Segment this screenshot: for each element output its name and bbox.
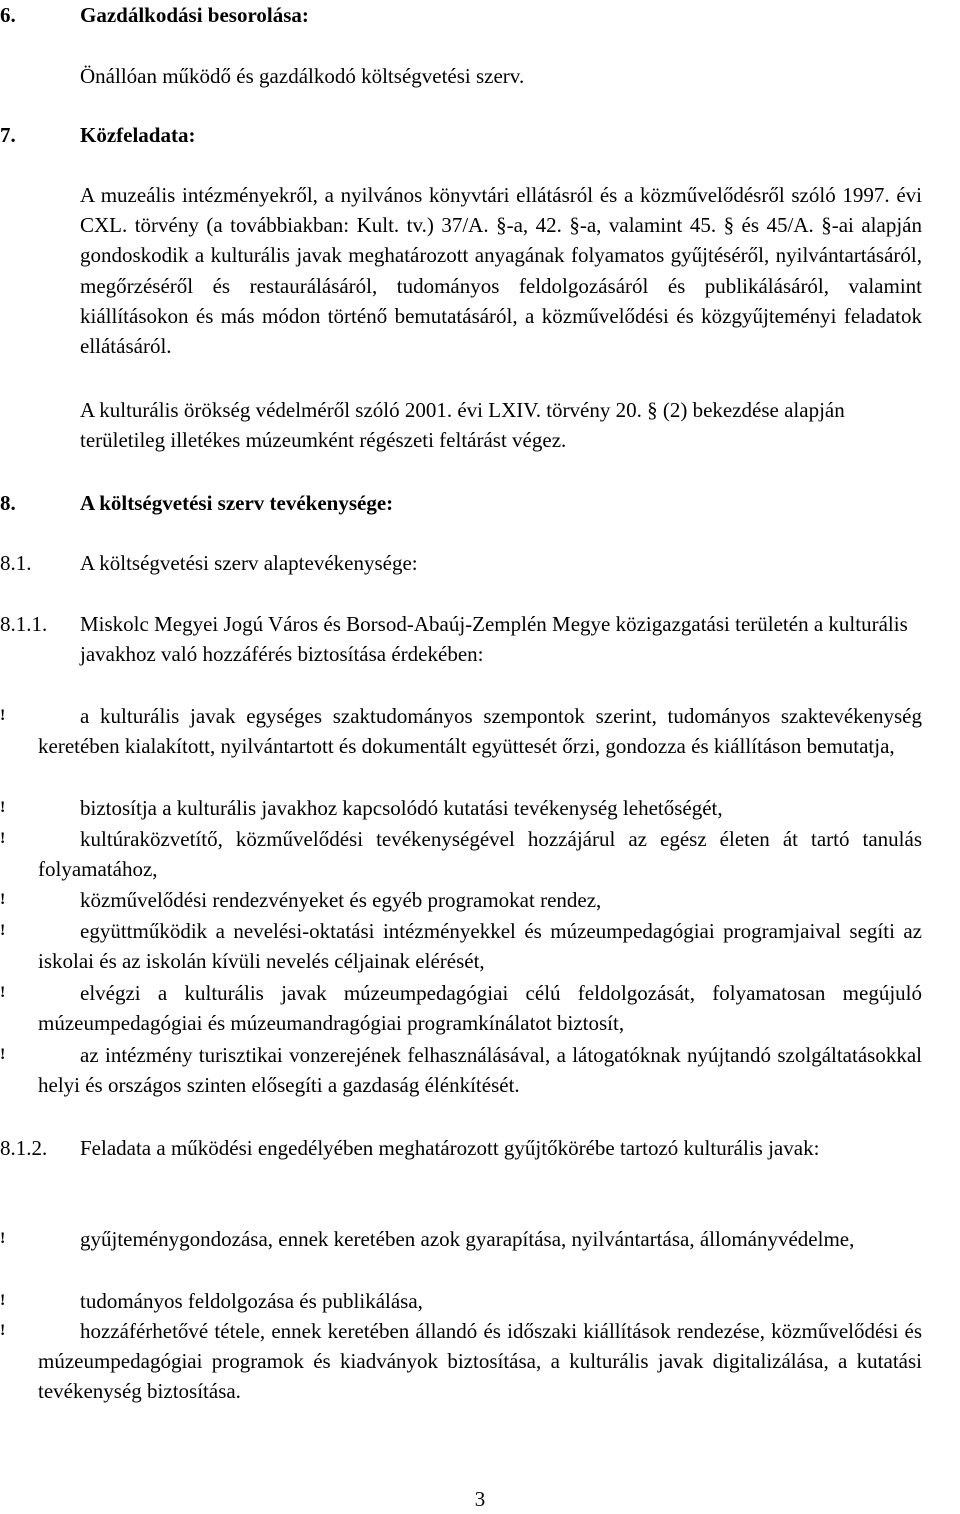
section-8-title: A költségvetési szerv tevékenysége: (80, 491, 394, 515)
section-7-title: Közfeladata: (80, 123, 196, 147)
bullet-marker: ! (0, 799, 6, 816)
section-7-number: 7. (0, 123, 16, 147)
section-6-number: 6. (0, 3, 16, 27)
bullet-marker: ! (0, 707, 6, 724)
bullet-item: tudományos feldolgozása és publikálása, (80, 1289, 423, 1313)
bullet-marker: ! (0, 891, 6, 908)
bullet-item: elvégzi a kulturális javak múzeumpedagógiai célú feldolgozását, folyamatosan megújuló múzeumpedagógiai és múzeumandragógiai programkínálatot biztosít, (38, 981, 922, 1035)
section-6-text: Önállóan működő és gazdálkodó költségvetési szerv. (80, 64, 525, 88)
section-7-paragraph-2: A kulturális örökség védelméről szóló 2001. évi LXIV. törvény 20. § (2) bekezdése alapján területileg illetékes múzeumként régészeti feltárást végez. (80, 398, 845, 452)
page-number: 3 (474, 1487, 486, 1511)
section-8-1-number: 8.1. (0, 551, 32, 575)
bullet-item: az intézmény turisztikai vonzerejének felhasználásával, a látogatóknak nyújtandó szolgáltatásokkal helyi és országos szinten elősegíti a gazdaság élénkítését. (38, 1043, 922, 1097)
bullet-item: együttműködik a nevelési-oktatási intézményekkel és múzeumpedagógiai programjaival segíti az iskolai és az iskolán kívüli nevelés céljainak elérését, (38, 919, 922, 973)
section-8-number: 8. (0, 491, 16, 515)
bullet-item: kultúraközvetítő, közművelődési tevékenységével hozzájárul az egész életen át tartó tanulás folyamatához, (38, 827, 922, 881)
bullet-marker: ! (0, 1046, 6, 1063)
section-6-title: Gazdálkodási besorolása: (80, 3, 309, 27)
section-8-1-title: A költségvetési szerv alaptevékenysége: (80, 551, 418, 575)
section-8-1-1-number: 8.1.1. (0, 612, 48, 636)
bullet-marker: ! (0, 922, 6, 939)
bullet-marker: ! (0, 1322, 6, 1339)
bullet-item: közművelődési rendezvényeket és egyéb programokat rendez, (80, 888, 602, 912)
bullet-marker: ! (0, 830, 6, 847)
bullet-marker: ! (0, 1292, 6, 1309)
section-8-1-2-number: 8.1.2. (0, 1136, 48, 1160)
bullet-item: biztosítja a kulturális javakhoz kapcsolódó kutatási tevékenység lehetőségét, (80, 796, 723, 820)
bullet-item: gyűjteménygondozása, ennek keretében azok gyarapítása, nyilvántartása, állományvédelme, (80, 1227, 855, 1251)
section-7-paragraph-1: A muzeális intézményekről, a nyilvános könyvtári ellátásról és a közművelődésről szóló 1997. évi CXL. törvény (a továbbiakban: Kult. tv.) 37/A. §-a, 42. §-a, valamint 45. § és 45/A. §-ai alapján gondoskodik a kulturális javak meghatározott anyagának folyamatos gyűjtéséről, nyilvántartásáról, megőrzéséről és restaurálásáról, tudományos feldolgozásáról és publikálásáról, valamint kiállításokon és más módon történő bemutatásáról, a közművelődési és közgyűjteményi feladatok ellátásáról. (80, 183, 922, 359)
bullet-marker: ! (0, 1230, 6, 1247)
bullet-item: a kulturális javak egységes szaktudományos szempontok szerint, tudományos szaktevékenység keretében kialakított, nyilvántartott és dokumentált együttesét őrzi, gondozza és kiállításon bemutatja, (38, 704, 922, 758)
section-8-1-1-text: Miskolc Megyei Jogú Város és Borsod-Abaúj-Zemplén Megye közigazgatási területén a kulturális javakhoz való hozzáférés biztosítása érdekében: (80, 612, 908, 666)
bullet-marker: ! (0, 984, 6, 1001)
section-8-1-2-text: Feladata a működési engedélyében meghatározott gyűjtőkörébe tartozó kulturális javak: (80, 1136, 820, 1160)
bullet-item: hozzáférhetővé tétele, ennek keretében állandó és időszaki kiállítások rendezése, közművelődési és múzeumpedagógiai programok és kiadványok biztosítása, a kulturális javak digitalizálása, a kutatási tevékenység biztosítása. (38, 1319, 922, 1403)
